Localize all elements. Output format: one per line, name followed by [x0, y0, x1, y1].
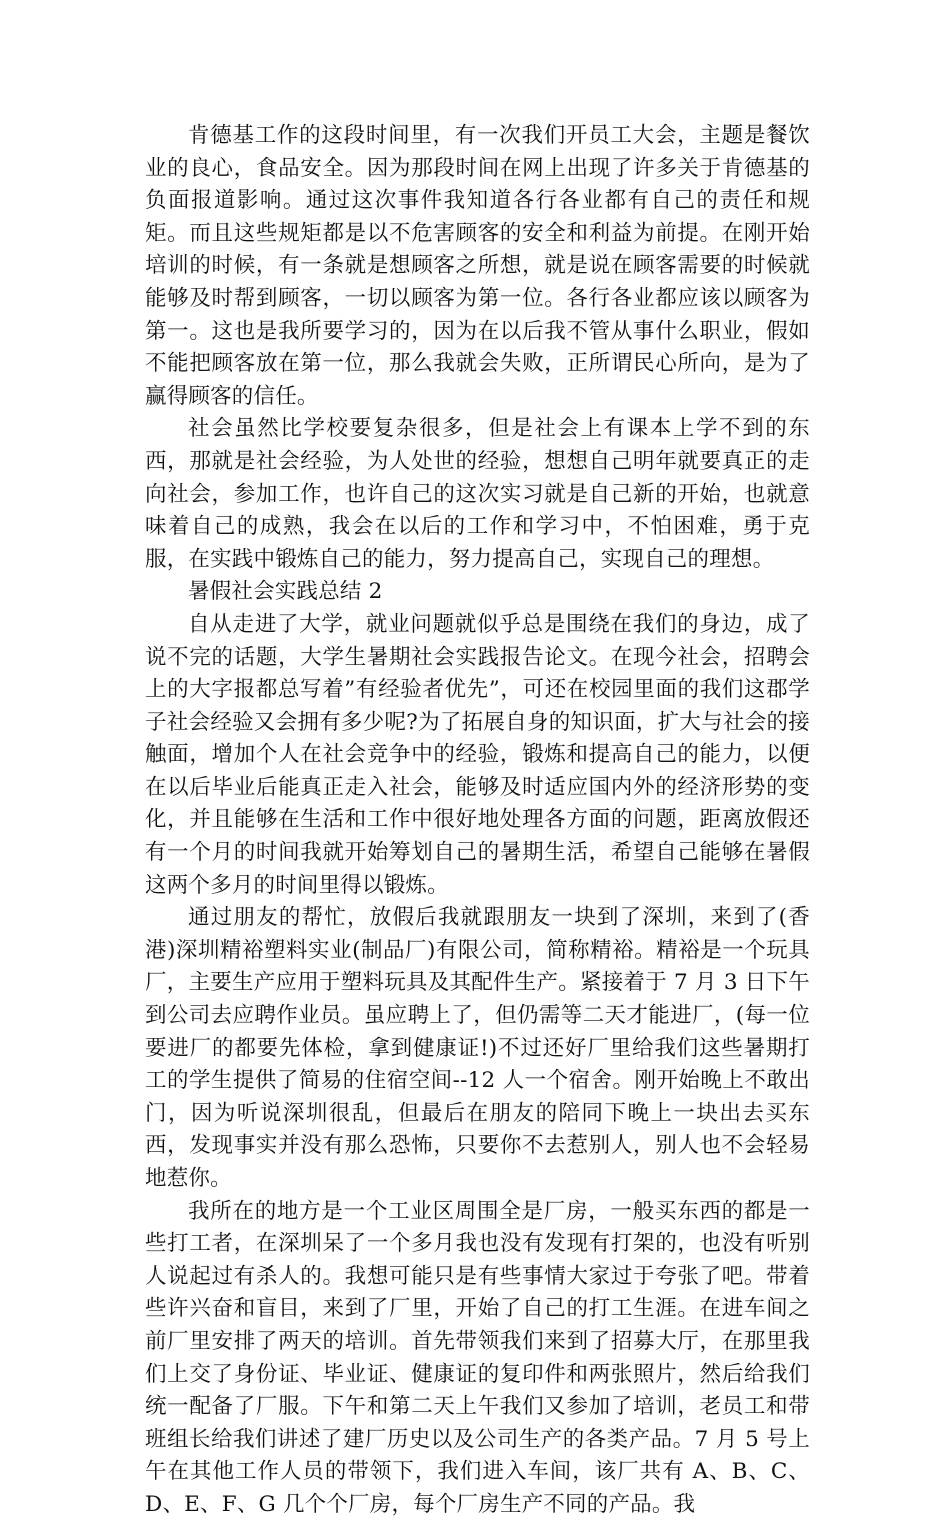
paragraph-kfc-food-safety: 肯德基工作的这段时间里，有一次我们开员工大会，主题是餐饮业的良心，食品安全。因为那段时间在网上出现了许多关于肯德基的负面报道影响。通过这次事件我知道各行各业都有自己的责任和规矩。而且这些规矩都是以不危害顾客的安全和利益为前提。在刚开始培训的时候，有一条就是想顾客之所想，就是说在顾客需要的时候就能够及时帮到顾客，一切以顾客为第一位。各行各业都应该以顾客为第一。这也是我所要学习的，因为在以后我不管从事什么职业，假如不能把顾客放在第一位，那么我就会失败，正所谓民心所向，是为了赢得顾客的信任。 — [145, 123, 810, 409]
paragraph-shenzhen-factory: 通过朋友的帮忙，放假后我就跟朋友一块到了深圳，来到了(香港)深圳精裕塑料实业(制品厂)有限公司，简称精裕。精裕是一个玩具厂，主要生产应用于塑料玩具及其配件生产。紧接着于 7 月 3 日下午到公司去应聘作业员。虽应聘上了，但仍需等二天才能进厂，(每一位要进厂的都要先体检，拿到健康证!)不过还好厂里给我们这些暑期打工的学生提供了简易的住宿空间--12 人一个宿舍。刚开始晚上不敢出门，因为听说深圳很乱，但最后在朋友的陪同下晚上一块出去买东西，发现事实并没有那么恐怖，只要你不去惹别人，别人也不会轻易地惹你。 — [145, 905, 810, 1191]
section-heading: 暑假社会实践总结 2 — [188, 579, 383, 605]
document-page — [145, 120, 810, 1522]
paragraph-industrial-area: 我所在的地方是一个工业区周围全是厂房，一般买东西的都是一些打工者，在深圳呆了一个多月我也没有发现有打架的，也没有听别人说起过有杀人的。我想可能只是有些事情大家过于夸张了吧。带着些许兴奋和盲目，来到了厂里，开始了自己的打工生涯。在进车间之前厂里安排了两天的培训。首先带领我们来到了招募大厅，在那里我们上交了身份证、毕业证、健康证的复印件和两张照片，然后给我们统一配备了厂服。下午和第二天上午我们又参加了培训，老员工和带班组长给我们讲述了建厂历史以及公司生产的各类产品。7 月 5 号上午在其他工作人员的带领下，我们进入车间，该厂共有 A、B、C、D、E、F、G 几个个厂房，每个厂房生产不同的产品。我 — [145, 1198, 810, 1517]
paragraph-social-experience: 社会虽然比学校要复杂很多，但是社会上有课本上学不到的东西，那就是社会经验，为人处世的经验，想想自己明年就要真正的走向社会，参加工作，也许自己的这次实习就是自己新的开始，也就意味着自己的成熟，我会在以后的工作和学习中，不怕困难，勇于克服，在实践中锻炼自己的能力，努力提高自己，实现自己的理想。 — [145, 416, 810, 572]
paragraph-employment-issue: 自从走进了大学，就业问题就似乎总是围绕在我们的身边，成了说不完的话题，大学生暑期社会实践报告论文。在现今社会，招聘会上的大字报都总写着”有经验者优先”，可还在校园里面的我们这郡学子社会经验又会拥有多少呢?为了拓展自身的知识面，扩大与社会的接触面，增加个人在社会竞争中的经验，锻炼和提高自己的能力，以便在以后毕业后能真正走入社会，能够及时适应国内外的经济形势的变化，并且能够在生活和工作中很好地处理各方面的问题，距离放假还有一个月的时间我就开始筹划自己的暑期生活，希望自己能够在暑假这两个多月的时间里得以锻炼。 — [145, 611, 810, 898]
